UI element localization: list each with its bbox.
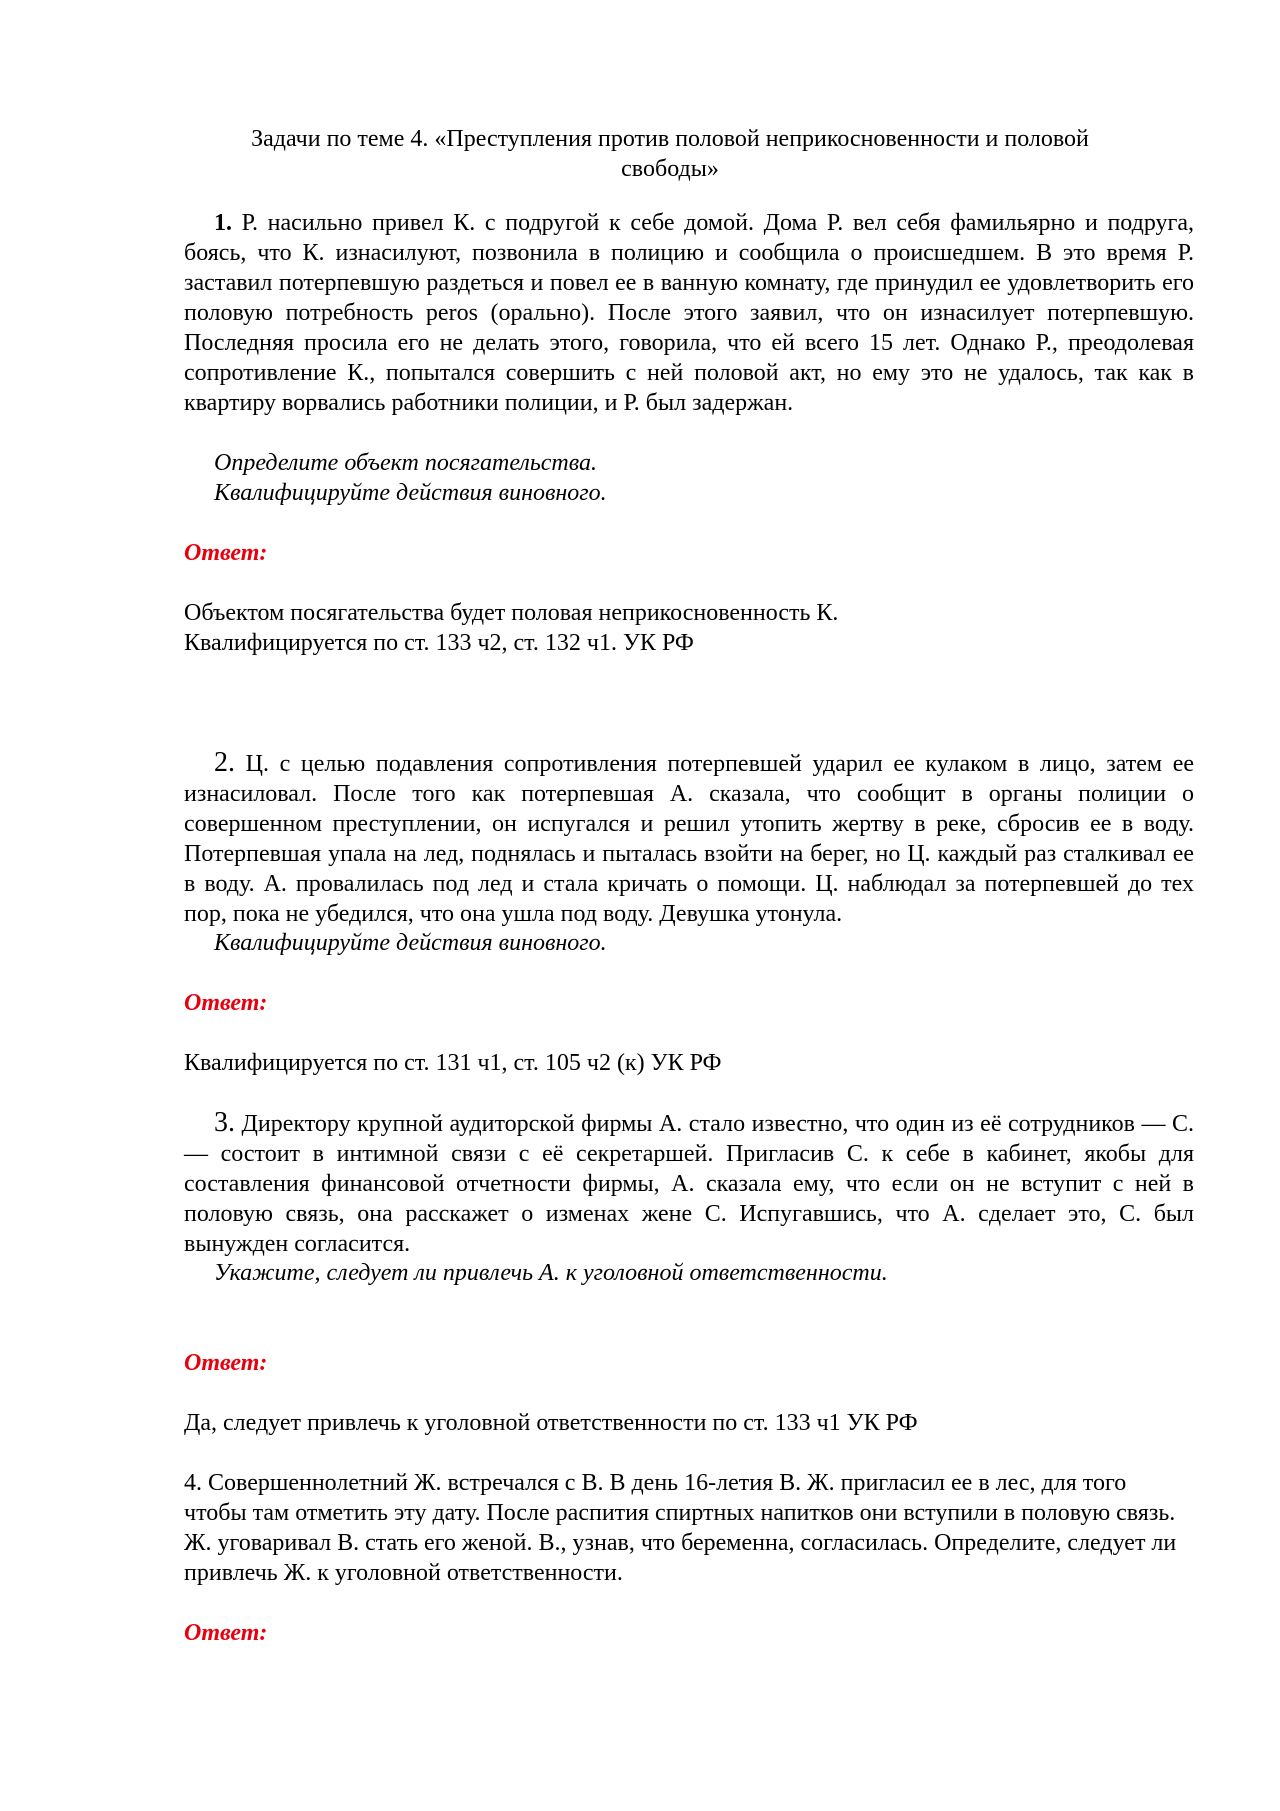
task-3-number: 3. [214, 1107, 235, 1138]
task-2-answer-label: Ответ: [184, 990, 268, 1016]
task-1-question-qualify: Квалифицируйте действия виновного. [214, 480, 607, 506]
task-3-answer-label: Ответ: [184, 1350, 268, 1376]
task-2-number: 2. [214, 747, 235, 778]
task-2-text [184, 748, 1194, 929]
task-4-text: 4. Совершеннолетний Ж. встречался с В. В день 16-летия В. Ж. пригласил ее в лес, для того чтобы там отметить эту дату. После распития спиртных напитков они вступили в половую связь. Ж. уговаривал В. стать его женой. В., узнав, что беременна, согласилась. Определите, следует ли привлечь Ж. к уголовной ответственности. [184, 1470, 1177, 1586]
task-3-answer: Да, следует привлечь к уголовной ответственности по ст. 133 ч1 УК РФ [184, 1410, 918, 1436]
task-1-answer-label: Ответ: [184, 540, 268, 566]
task-1-text [184, 208, 1194, 418]
task-2-question: Квалифицируйте действия виновного. [214, 930, 607, 956]
task-1-answer-qualification: Квалифицируется по ст. 133 ч2, ст. 132 ч1. УК РФ [184, 630, 694, 656]
task-1-answer-object: Объектом посягательства будет половая неприкосновенность К. [184, 600, 839, 626]
task-3-text [184, 1108, 1194, 1259]
task-4-answer-label: Ответ: [184, 1620, 268, 1646]
document-title: Задачи по теме 4. «Преступления против половой неприкосновенности и половой свободы» [251, 126, 1089, 182]
task-2-body: Ц. с целью подавления сопротивления потерпевшей ударил ее кулаком в лицо, затем ее изнасиловал. После того как потерпевшая А. сказала, что сообщит в органы полиции о совершенном преступлении, он испугался и решил утопить жертву в реке, сбросив ее в воду. Потерпевшая упала на лед, поднялась и пыталась взойти на берег, но Ц. каждый раз сталкивал ее в воду. А. провалилась под лед и стала кричать о помощи. Ц. наблюдал за потерпевшей до тех пор, пока не убедился, что она ушла под воду. Девушка утонула. [184, 751, 1194, 927]
task-3-body: Директору крупной аудиторской фирмы А. стало известно, что один из её сотрудников — С. — состоит в интимной связи с её секретаршей. Пригласив С. к себе в кабинет, якобы для составления финансовой отчетности фирмы, А. сказала ему, что если он не вступит с ней в половую связь, она расскажет о изменах жене С. Испугавшись, что А. сделает это, С. был вынужден согласится. [184, 1111, 1194, 1257]
task-1-question-object: Определите объект посягательства. [214, 450, 598, 476]
task-3-question: Укажите, следует ли привлечь А. к уголовной ответственности. [214, 1260, 888, 1286]
task-1-body: Р. насильно привел К. с подругой к себе домой. Дома Р. вел себя фамильярно и подруга, боясь, что К. изнасилуют, позвонила в полицию и сообщила о происшедшем. В это время Р. заставил потерпевшую раздеться и повел ее в ванную комнату, где принудил ее удовлетворить его половую потребность peros (орально). После этого заявил, что он изнасилует потерпевшую. Последняя просила его не делать этого, говорила, что ей всего 15 лет. Однако Р., преодолевая сопротивление К., попытался совершить с ней половой акт, но ему это не удалось, так как в квартиру ворвались работники полиции, и Р. был задержан. [184, 210, 1194, 416]
task-1-number: 1. [214, 210, 232, 236]
task-2-answer: Квалифицируется по ст. 131 ч1, ст. 105 ч2 (к) УК РФ [184, 1050, 722, 1076]
